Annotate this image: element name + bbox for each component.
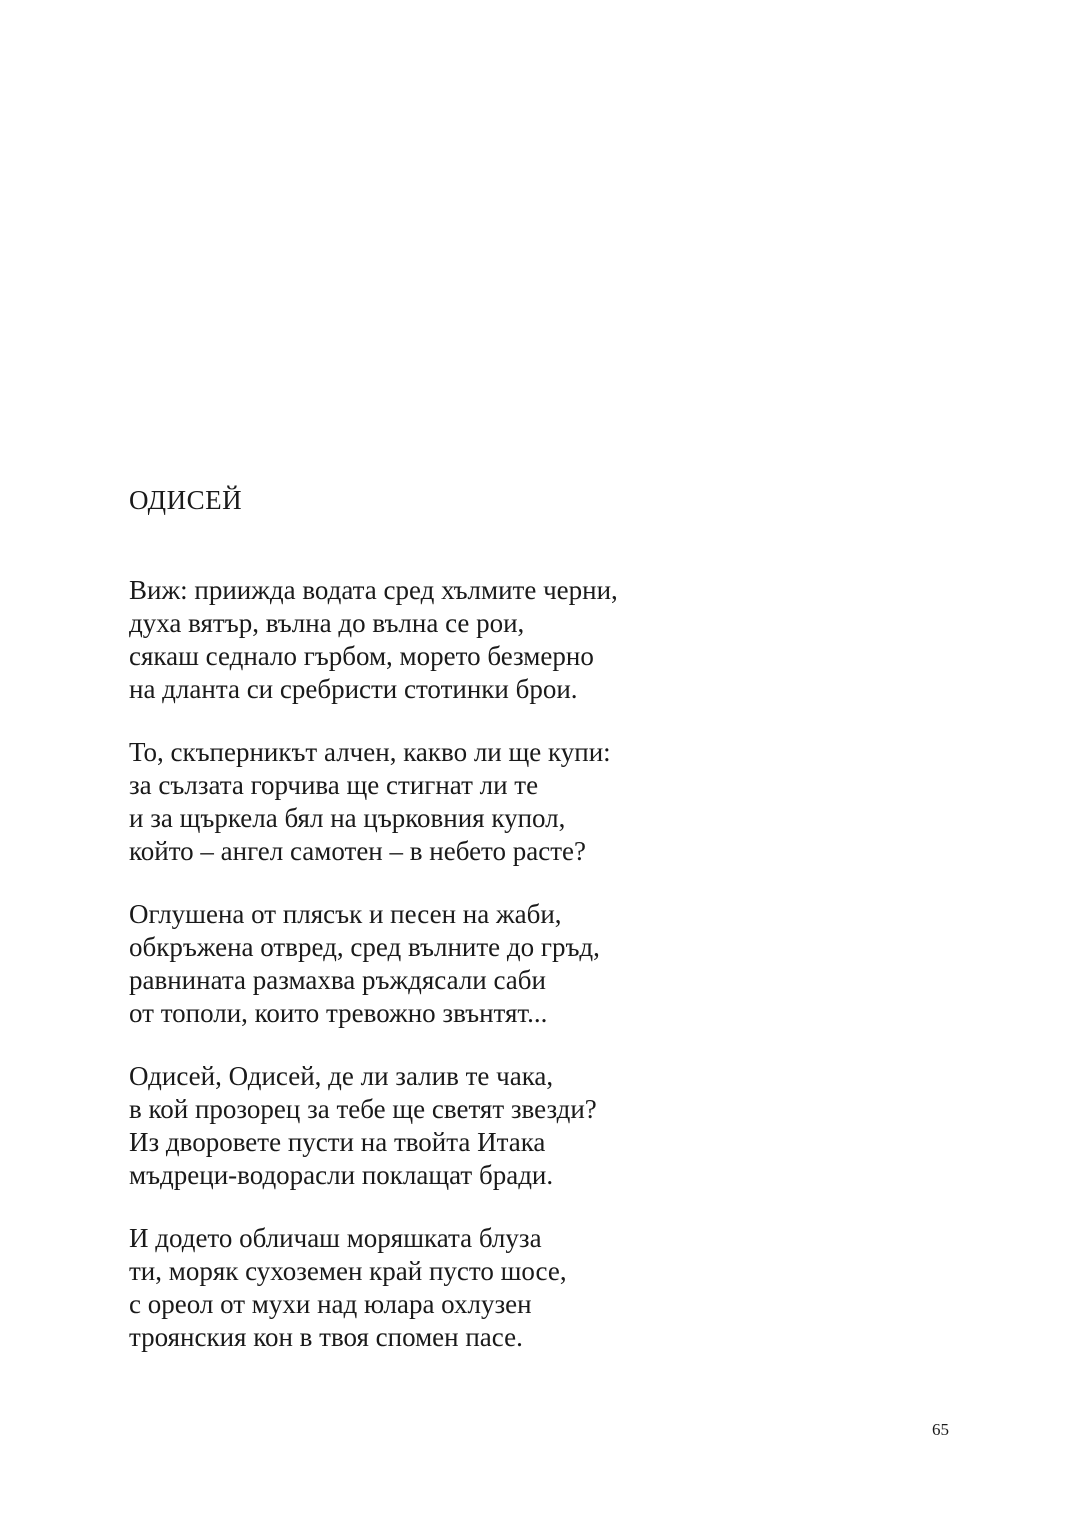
poem-line: с ореол от мухи над юлара охлузен — [129, 1289, 532, 1319]
poem-line: Оглушена от плясък и песен на жаби, — [129, 899, 562, 929]
stanza — [129, 1222, 849, 1354]
poem-line: Виж: приижда водата сред хълмите черни, — [129, 575, 618, 605]
poem-line: Одисей, Одисей, де ли залив те чака, — [129, 1061, 554, 1091]
poem-line: равнината размахва ръждясали саби — [129, 965, 546, 995]
stanza — [129, 574, 849, 706]
poem-line: обкръжена отвред, сред вълните до гръд, — [129, 932, 600, 962]
poem-body — [129, 574, 849, 1384]
poem-line: сякаш седнало гърбом, морето безмерно — [129, 641, 594, 671]
poem-title: ОДИСЕЙ — [129, 485, 243, 515]
poem-line: духа вятър, вълна до вълна се рои, — [129, 608, 525, 638]
poem-line: ти, моряк сухоземен край пусто шосе, — [129, 1256, 567, 1286]
poem-line: който – ангел самотен – в небето расте? — [129, 836, 586, 866]
poem-line: И додето обличаш моряшката блуза — [129, 1223, 542, 1253]
stanza — [129, 898, 849, 1030]
page-number: 65 — [932, 1420, 949, 1439]
poem-line: за сълзата горчива ще стигнат ли те — [129, 770, 539, 800]
poem-line: в кой прозорец за тебе ще светят звезди? — [129, 1094, 597, 1124]
poem-line: мъдреци-водорасли поклащат бради. — [129, 1160, 554, 1190]
poem-line: от тополи, които тревожно звънтят... — [129, 998, 548, 1028]
stanza — [129, 736, 849, 868]
poem-line: троянския кон в твоя спомен пасе. — [129, 1322, 523, 1352]
poem-line: на дланта си сребристи стотинки брои. — [129, 674, 578, 704]
poem-line: и за щъркела бял на църковния купол, — [129, 803, 566, 833]
poem-line: Из дворовете пусти на твойта Итака — [129, 1127, 546, 1157]
poem-line: То, скъперникът алчен, какво ли ще купи: — [129, 737, 611, 767]
stanza — [129, 1060, 849, 1192]
